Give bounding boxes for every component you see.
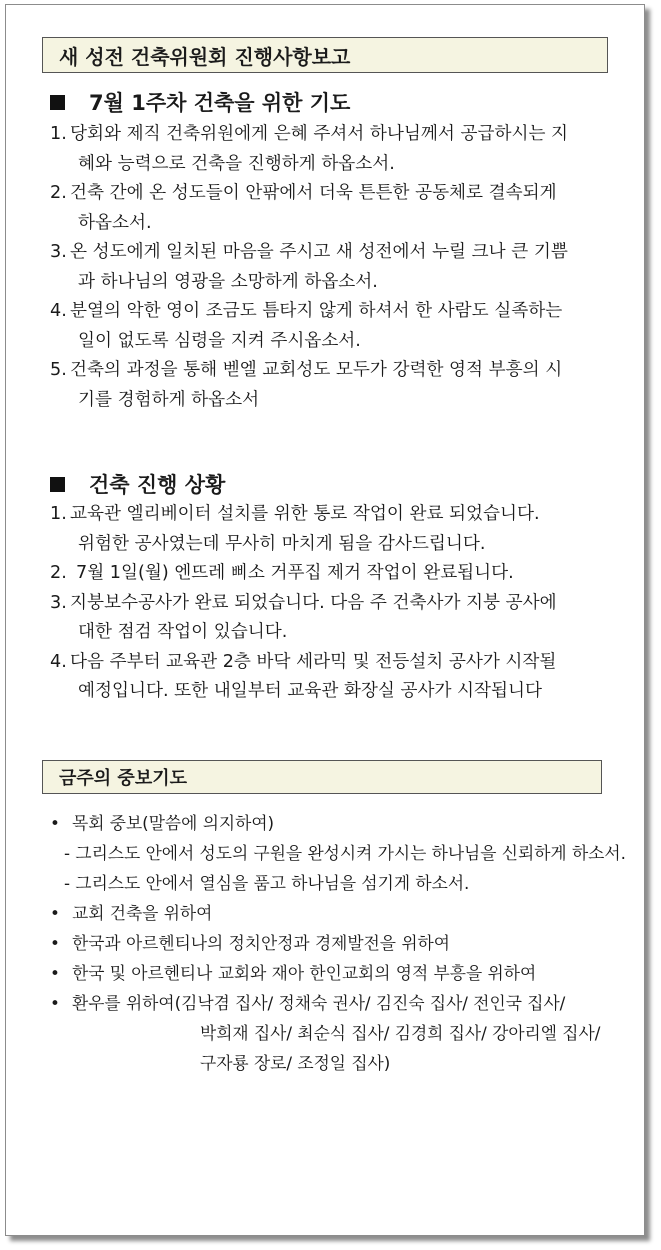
progress-section-heading bbox=[50, 469, 225, 499]
item-line: 과 하나님의 영광을 소망하게 하옵소서. bbox=[78, 271, 378, 292]
item-text: 교회 건축을 위하여 bbox=[72, 903, 213, 923]
prayer-section-heading bbox=[50, 87, 350, 117]
subitem-text: - 그리스도 안에서 열심을 품고 하나님을 섬기게 하소서. bbox=[64, 873, 470, 893]
item-text: 목회 중보(말씀에 의지하여) bbox=[72, 813, 275, 833]
item-line: 일이 없도록 심령을 지켜 주시옵소서. bbox=[78, 330, 361, 351]
item-line: 7월 1일(월) 엔뜨레 삐소 거푸집 제거 작업이 완료됩니다. bbox=[76, 563, 514, 583]
item-line: 온 성도에게 일치된 마음을 주시고 새 성전에서 누릴 크나 큰 기쁨 bbox=[70, 242, 568, 262]
square-bullet-icon bbox=[50, 95, 65, 110]
item-number: 2. bbox=[50, 183, 67, 203]
list-item bbox=[50, 297, 620, 356]
item-line: 건축의 과정을 통해 벧엘 교회성도 모두가 강력한 영적 부흥의 시 bbox=[70, 360, 563, 380]
item-number: 4. bbox=[50, 651, 67, 672]
prayer-list bbox=[50, 120, 620, 415]
item-text: 한국과 아르헨티나의 정치안정과 경제발전을 위하여 bbox=[72, 933, 450, 953]
item-line: 위험한 공사였는데 무사히 마치게 됨을 감사드립니다. bbox=[78, 533, 486, 554]
bullet-icon: • bbox=[50, 903, 60, 923]
item-number: 4. bbox=[50, 301, 67, 321]
list-item bbox=[50, 648, 620, 707]
bullet-icon: • bbox=[50, 813, 60, 833]
item-line: 다음 주부터 교육관 2층 바닥 세라믹 및 전등설치 공사가 시작될 bbox=[70, 651, 557, 672]
item-line: 당회와 제직 건축위원에게 은혜 주셔서 하나님께서 공급하시는 지 bbox=[70, 124, 569, 144]
item-line: 하옵소서. bbox=[78, 212, 152, 233]
list-item bbox=[50, 808, 630, 838]
subitem-text: - 그리스도 안에서 성도의 구원을 완성시켜 가시는 하나님을 신뢰하게 하소서. bbox=[64, 843, 626, 863]
item-line: 기를 경험하게 하옵소서 bbox=[78, 389, 260, 410]
progress-heading-text: 건축 진행 상황 bbox=[89, 473, 226, 497]
list-subitem bbox=[50, 838, 630, 868]
continuation-text: 박희재 집사/ 최순식 집사/ 김경희 집사/ 강아리엘 집사/ bbox=[200, 1023, 601, 1043]
list-item bbox=[50, 898, 630, 928]
item-line: 혜와 능력으로 건축을 진행하게 하옵소서. bbox=[78, 153, 395, 174]
bullet-icon: • bbox=[50, 963, 60, 983]
list-continuation bbox=[50, 1018, 630, 1048]
item-line: 분열의 악한 영이 조금도 틈타지 않게 하셔서 한 사람도 실족하는 bbox=[70, 301, 563, 321]
continuation-text: 구자룡 장로/ 조정일 집사) bbox=[200, 1053, 391, 1073]
square-bullet-icon bbox=[50, 477, 65, 492]
intercession-title-box bbox=[42, 760, 602, 794]
item-line: 대한 점검 작업이 있습니다. bbox=[78, 622, 288, 642]
list-item bbox=[50, 988, 630, 1018]
item-number: 3. bbox=[50, 592, 67, 613]
item-line: 예정입니다. 또한 내일부터 교육관 화장실 공사가 시작됩니다 bbox=[78, 681, 543, 701]
item-number: 1. bbox=[50, 504, 67, 524]
progress-list bbox=[50, 500, 620, 707]
report-title-box bbox=[42, 37, 608, 73]
item-line: 교육관 엘리베이터 설치를 위한 통로 작업이 완료 되었습니다. bbox=[70, 504, 540, 524]
list-item bbox=[50, 500, 620, 559]
list-item bbox=[50, 356, 620, 415]
list-item bbox=[50, 238, 620, 297]
item-number: 5. bbox=[50, 360, 67, 380]
intercession-title: 금주의 중보기도 bbox=[59, 768, 187, 789]
bullet-icon: • bbox=[50, 933, 60, 953]
item-number: 3. bbox=[50, 242, 67, 262]
list-continuation bbox=[50, 1048, 630, 1078]
bullet-icon: • bbox=[50, 993, 60, 1013]
list-item bbox=[50, 179, 620, 238]
item-number: 2. bbox=[50, 563, 67, 583]
item-text: 환우를 위하여(김낙겸 집사/ 정채숙 권사/ 김진숙 집사/ 전인국 집사/ bbox=[72, 993, 566, 1013]
prayer-heading-text: 7월 1주차 건축을 위한 기도 bbox=[89, 91, 351, 115]
list-item bbox=[50, 589, 620, 648]
list-item bbox=[50, 928, 630, 958]
item-line: 건축 간에 온 성도들이 안팎에서 더욱 튼튼한 공동체로 결속되게 bbox=[70, 183, 557, 203]
item-line: 지붕보수공사가 완료 되었습니다. 다음 주 건축사가 지붕 공사에 bbox=[70, 592, 557, 613]
item-text: 한국 및 아르헨티나 교회와 재아 한인교회의 영적 부흥을 위하여 bbox=[72, 963, 537, 983]
item-number: 1. bbox=[50, 124, 67, 144]
list-item bbox=[50, 120, 620, 179]
bulletin-page bbox=[5, 4, 645, 1236]
intercession-list bbox=[50, 808, 630, 1078]
list-subitem bbox=[50, 868, 630, 898]
report-title: 새 성전 건축위원회 진행사항보고 bbox=[59, 44, 351, 69]
list-item bbox=[50, 559, 620, 589]
list-item bbox=[50, 958, 630, 988]
